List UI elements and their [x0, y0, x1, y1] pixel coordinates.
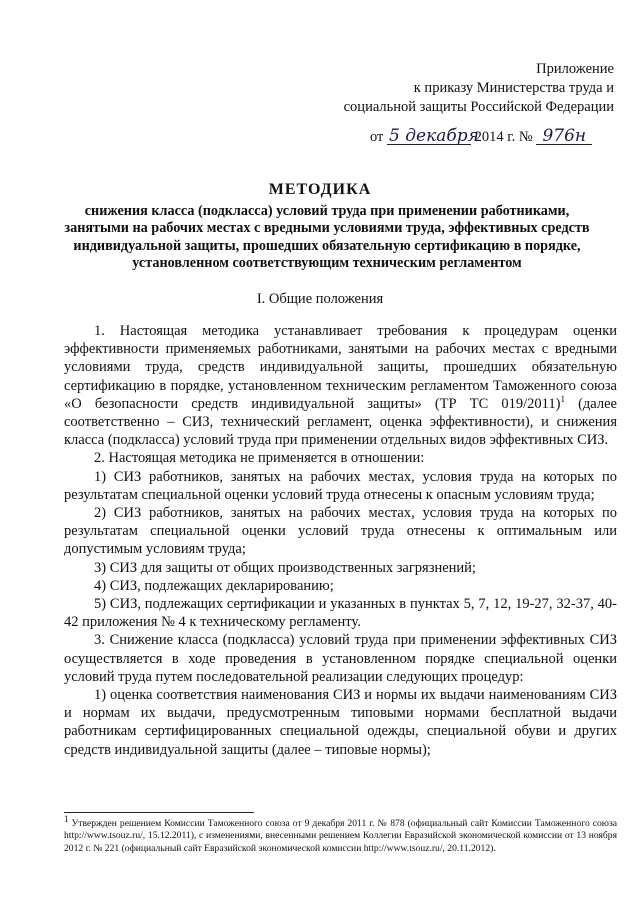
paragraph-3: 3. Снижение класса (подкласса) условий труда при применении эффективных СИЗ осуществляется в ходе проведения в установленном порядке специальной оценки условий труда путем последовательной реализации следующих процедур:	[64, 632, 617, 685]
section-heading: I. Общие положения	[256, 291, 384, 307]
footnote-text: Утвержден решением Комиссии Таможенного союза от 9 декабря 2011 г. № 878 (официальный сайт Комиссии Таможенного союза http://www.tsouz.ru/, 15.12.2011), с изменениями, внесенными решением Коллегии Евразийской экономической комиссии от 13 ноября 2012 г. № 221 (официальный сайт Евразийской экономической комиссии http://www.tsouz.ru/, 20.11.2012).	[64, 818, 617, 854]
date-year: 2014 г. №	[474, 129, 533, 145]
footnote	[64, 813, 617, 855]
document-subtitle: снижения класса (подкласса) условий труда при применении работниками, занятыми на рабочих местах с вредными условиями труда, эффективных средств индивидуальной защиты, прошедших обязательную сертификацию в порядке, установленном соответствующим техническим регламентом	[64, 203, 590, 272]
paragraph-2: 2. Настоящая методика не применяется в отношении:	[94, 450, 425, 467]
appendix-line-3: социальной защиты Российской Федерации	[343, 99, 614, 115]
paragraph-1-text: 1. Настоящая методика устанавливает требования к процедурам оценки эффективности применяемых работниками, занятыми на рабочих местах с вредными условиями труда, средств индивидуальной защиты, прошедших обязательную сертификацию в порядке, установленном техническим регламентом Таможенного союза «О безопасности средств индивидуальной защиты» (ТР ТС 019/2011)	[64, 323, 617, 412]
handwritten-date: 5 декабря	[389, 126, 479, 146]
order-date-line	[370, 128, 592, 146]
handwritten-order-number: 976н	[536, 128, 592, 145]
appendix-header	[314, 60, 614, 117]
paragraph-1-text-cont: (далее соответственно – СИЗ, технический регламент, оценка эффективности), и снижения класса (подкласса) условий труда при применении отдельных видов эффективных СИЗ.	[64, 395, 617, 449]
paragraph-2-item-3: 3) СИЗ для защиты от общих производственных загрязнений;	[94, 559, 476, 576]
document-title: МЕТОДИКА	[268, 181, 372, 198]
appendix-line-1: Приложение	[536, 61, 614, 77]
paragraph-2-item-5: 5) СИЗ, подлежащих сертификации и указанных в пунктах 5, 7, 12, 19-27, 32-37, 40-42 приложения № 4 к техническому регламенту.	[64, 596, 617, 631]
paragraph-1	[64, 322, 617, 449]
footnote-divider	[64, 812, 254, 813]
footnote-ref: 1	[560, 393, 565, 404]
document-body	[64, 322, 617, 759]
paragraph-2-item-4: 4) СИЗ, подлежащих декларированию;	[94, 577, 334, 594]
appendix-line-2: к приказу Министерства труда и	[413, 80, 614, 96]
paragraph-2-item-1: 1) СИЗ работников, занятых на рабочих местах, условия труда на которых по результатам специальной оценки условий труда отнесены к опасным условиям труда;	[64, 468, 617, 503]
paragraph-2-item-2: 2) СИЗ работников, занятых на рабочих местах, условия труда на которых по результатам специальной оценки условий труда отнесены к оптимальным или допустимым условиям труда;	[64, 505, 617, 558]
paragraph-3-item-1: 1) оценка соответствия наименования СИЗ и нормы их выдачи наименованиям СИЗ и нормам их выдачи, предусмотренным типовыми нормами бесплатной выдачи работникам сертифицированных специальной одежды, специальной обуви и других средств индивидуальной защиты (далее – типовые нормы);	[64, 687, 617, 758]
date-prefix: от	[370, 129, 384, 145]
footnote-mark: 1	[64, 813, 69, 824]
